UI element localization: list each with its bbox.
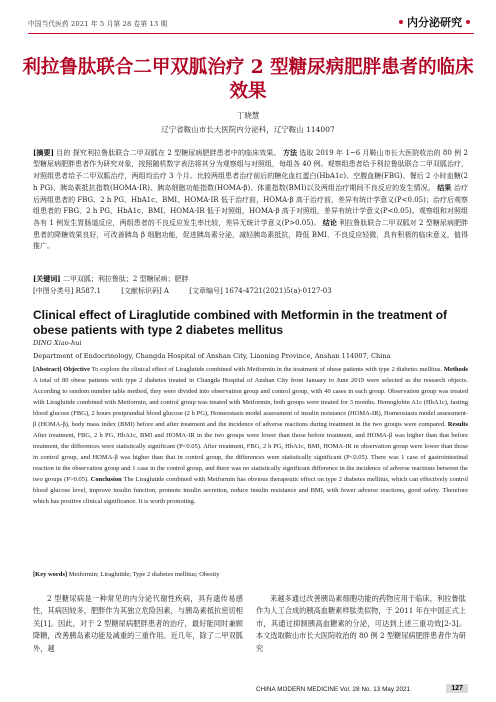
abstract-cn <box>33 147 468 253</box>
keywords-cn <box>33 274 468 284</box>
classification-line <box>33 286 468 296</box>
running-header <box>28 14 474 34</box>
document-code: [文献标识码] A <box>121 287 169 295</box>
results-label: 结果 <box>437 183 452 193</box>
abstract-en <box>33 364 468 507</box>
keywords-en <box>33 571 468 578</box>
section-title: 内分泌研究 <box>395 14 474 30</box>
author-en: DING Xiao-hui <box>33 339 82 347</box>
body-column-right: 来越多通过改善胰岛素细胞功能的药物应用于临床，利拉鲁肽作为人工合成的胰高血糖素样肽类似物，于 2011 年在中国正式上市，其通过抑制胰高血糖素的分泌，可达到上述三重功效[2-3]。本文选取鞍山市长大医院收治的 80 例 2 型糖尿病肥胖患者作为研究 <box>256 594 466 653</box>
methods-label: 方法 <box>282 148 298 157</box>
conclusion-label: 结论 <box>322 218 337 228</box>
methods-en-label: Methods <box>443 366 469 373</box>
article-title-en: Clinical effect of Liraglutide combined with Metformin in the treatment of obese patients with type 2 diabetes mellitus <box>33 308 448 337</box>
abstract-conclusion: 利拉鲁肽联合二甲双胍对 2 型糖尿病肥胖患者的降糖效果良好，可改善胰岛 β 细胞功能，促进胰岛素分泌，减轻胰岛素抵抗，降低 BMI，不良反应轻微，具有积极的临床意义，值得推广。 <box>33 219 469 251</box>
abstract-en-objective: To explore the clinical effect of Liraglutide combined with Metformin in the treatment of obese patients with type 2 diabetes mellitus. <box>91 366 443 373</box>
results-en-label: Results <box>447 421 468 428</box>
keywords-en-label: [Key words] <box>33 571 68 578</box>
affiliation-cn: 辽宁省鞍山市长大医院内分泌科，辽宁鞍山 114007 <box>161 125 335 134</box>
abstract-en-conclusion: The Liraglutide combined with Metformin has obvious therapeutic effect on type 2 diabetes mellitus, which can effectively control blood glucose level, improve insulin function, promote insulin secretion, reduce insulin resistance and BMI, with fewer adverse reactions, good safety. Therefore which has positive clinical significance. It is worth promoting. <box>33 476 468 505</box>
keywords-en-text: Metformin; Liraglutide; Type 2 diabetes mellitus; Obesity <box>68 571 220 578</box>
conclusion-en-label: Conclusion <box>90 476 122 483</box>
abstract-label: [摘要] <box>33 148 54 157</box>
objective-en-label: Objective <box>63 366 90 373</box>
abstract-methods: 选取 2019 年 1~6 月鞍山市长大医院收治的 80 例 2 型糖尿病肥胖患者作为研究对象，按照随机数字表法将其分为观察组与对照组，每组各 40 例。观察组患者给予利拉鲁肽联合二甲双胍治疗，对照组患者给予二甲双胍治疗，两组均治疗 3 个月。比较两组患者治疗前后的糖化血红蛋白(HbA1c)、空腹血糖(FBG)、餐后 2 小时血糖(2 h PG)、胰岛素抵抗指数(HOMA-IR)、胰岛细胞功能指数(HOMA-β)、体重指数(BMI)以及两组治疗期间不良反应的发生情况。 <box>33 149 469 193</box>
bullet-dot-icon <box>466 20 470 24</box>
article-number: [文章编号] 1674-4721(2021)5(a)-0127-03 <box>189 287 332 295</box>
keywords-text: 二甲双胍；利拉鲁肽；2 型糖尿病；肥胖 <box>62 275 189 283</box>
journal-issue: 中国当代医药 2021 年 5 月第 28 卷第 13 期 <box>28 20 168 28</box>
clc-number: [中图分类号] R587.1 <box>33 287 101 295</box>
abstract-en-label: [Abstract] <box>33 366 62 373</box>
page-number: 127 <box>446 684 468 693</box>
abstract-objective: 目的 探究利拉鲁肽联合二甲双胍在 2 型糖尿病肥胖患者中的临床效果。 <box>56 149 281 157</box>
abstract-en-results: After treatment, FBG, 2 h PG, HbA1c, BMI and HOMA-IR in the two groups were lower than those before treatment, and HOMA-β was higher than that before treatment, the differences were statistically significant (P<0.05). After treatment, FBG, 2 h PG, HbA1c, BMI, HOMA-IR in observation group were lower than those in control group, and HOMA-β was higher than that in control group, the differences were statistically significant (P<0.05). There was 1 case of gastrointestinal reaction in the observation group and 1 case in the control group, and there was no statistically significant difference in the incidence of adverse reactions between the two groups (P>0.05). <box>33 432 468 483</box>
keywords-label: [关键词] <box>33 274 61 283</box>
author-cn: 丁晓慧 <box>236 111 260 120</box>
footer-journal: CHINA MODERN MEDICINE Vol. 28 No. 13 May 2021 <box>256 686 411 693</box>
bullet-dot-icon <box>399 20 403 24</box>
abstract-results: 治疗后两组患者的 FBG、2 h PG、HbA1c、BMI、HOMA-IR 低于治疗前，HOMA-β 高于治疗前，差异有统计学意义(P<0.05)；治疗后观察组患者的 FBG、2 h PG、HbA1c、BMI、HOMA-IR 低于对照组，HOMA-β 高于对照组，差异有统计学意义(P<0.05)。观察组和对照组各有 1 例发生胃肠道反应，两组患者的不良反应发生率比较，差异无统计学意义(P>0.05)。 <box>33 184 469 228</box>
abstract-en-methods: A total of 80 obese patients with type 2 diabetes treated in Changda Hospital of Anshan City from January to June 2019 were selected as the research objects. According to random number table method, they were divided into observation group and control group, with 40 cases in each group. Observation group was treated with Liraglutide combined with Metformin, and control group was treated with Metformin, both groups were treated for 3 months. Hemoglobin A1c (HbA1c), fasting blood glucose (FBG), 2 hours postprandial blood glucose (2 h PG), Homeostasis model assessment of insulin resistance (HOMA-IR), Homeostasis model assessment-β (HOMA-β), body mass index (BMI) before and after treatment and the incidence of adverse reactions during treatment in the two groups were compared. <box>33 377 468 428</box>
affiliation-en: Department of Endocrinology, Changda Hospital of Anshan City, Liaoning Province, Anshan 114007, China <box>33 352 391 360</box>
body-column-left: 2 型糖尿病是一种常见的内分泌代谢性疾病，具有遗传易感性，其病因较多，肥胖作为其独立危险因素，与胰岛素抵抗密切相关[1]。因此，对于 2 型糖尿病肥胖患者的治疗，最好能同时兼顾降糖，改善胰岛素功能及减重的三重作用。近几年，除了二甲双胍外，越 <box>33 594 243 653</box>
article-title-cn: 利拉鲁肽联合二甲双胍治疗 2 型糖尿病肥胖患者的临床效果 <box>22 57 474 102</box>
page-footer <box>256 684 468 697</box>
header-divider <box>28 33 474 34</box>
